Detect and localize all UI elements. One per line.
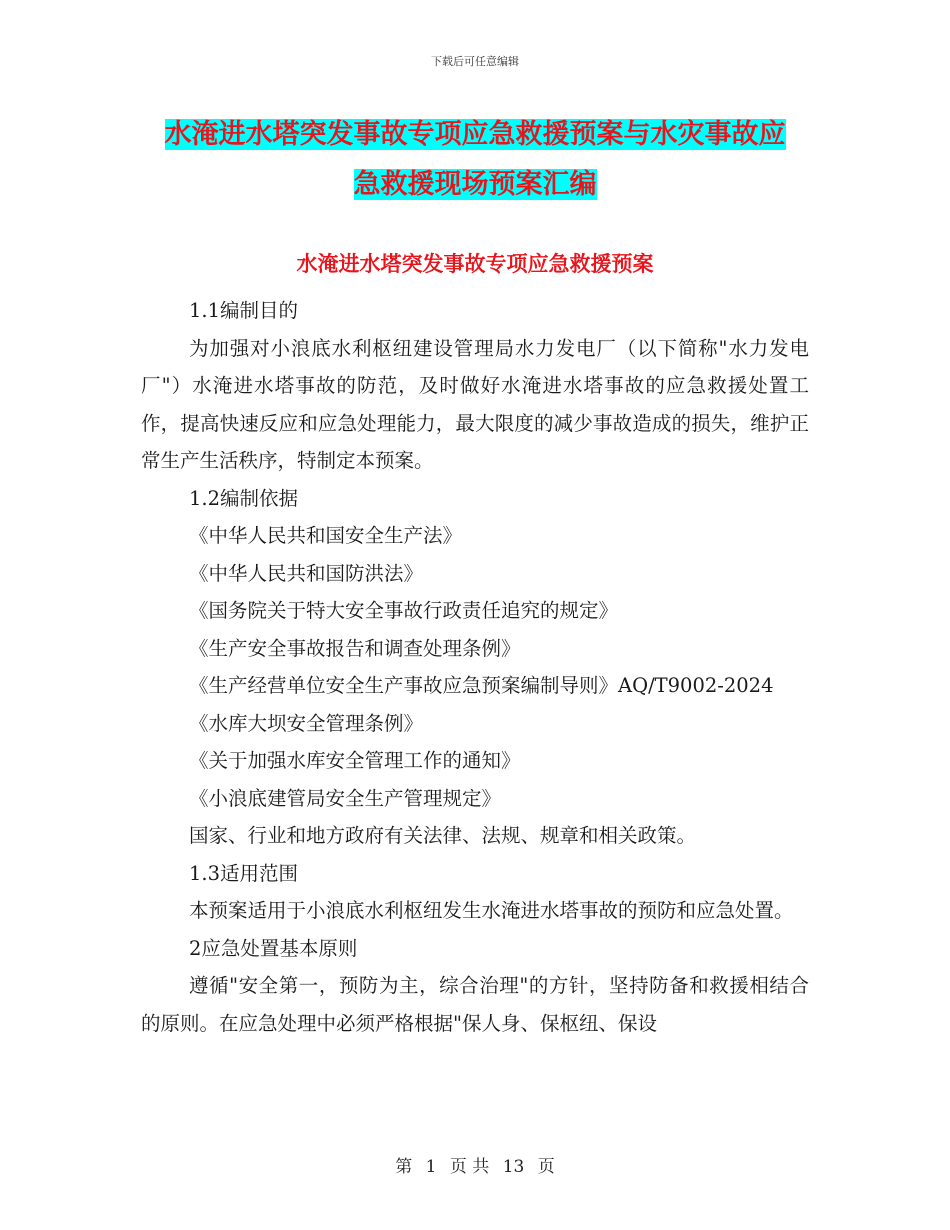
footer-prefix: 第 bbox=[395, 1157, 413, 1177]
reference-item: 《中华人民共和国安全生产法》 bbox=[189, 524, 463, 547]
footer-current-page: 1 bbox=[425, 1157, 437, 1177]
reference-item: 《水库大坝安全管理条例》 bbox=[189, 711, 424, 735]
reference-item: 《生产安全事故报告和调查处理条例》 bbox=[189, 636, 521, 660]
reference-item: 《中华人民共和国防洪法》 bbox=[189, 561, 424, 585]
document-body bbox=[141, 292, 809, 1042]
header-note: 下载后可任意编辑 bbox=[431, 55, 519, 68]
document-title bbox=[140, 110, 810, 210]
document-title-line-1: 水淹进水塔突发事故专项应急救援预案与水灾事故应 bbox=[164, 119, 786, 150]
heading-1-1: 1.1编制目的 bbox=[189, 299, 299, 322]
page-footer bbox=[0, 1152, 950, 1177]
reference-item: 《小浪底建管局安全生产管理规定》 bbox=[189, 786, 502, 810]
reference-item: 《生产经营单位安全生产事故应急预案编制导则》AQ/T9002-2024 bbox=[189, 674, 774, 697]
document-title-line-2: 急救援现场预案汇编 bbox=[353, 169, 597, 200]
heading-1-3: 1.3适用范围 bbox=[189, 861, 299, 885]
section-title: 水淹进水塔突发事故专项应急救援预案 bbox=[296, 252, 654, 276]
heading-1-2: 1.2编制依据 bbox=[189, 486, 299, 510]
heading-2: 2应急处置基本原则 bbox=[189, 936, 358, 960]
paragraph-scope: 本预案适用于小浪底水利枢纽发生水淹进水塔事故的预防和应急处置。 bbox=[189, 899, 794, 922]
paragraph-purpose: 为加强对小浪底水利枢纽建设管理局水力发电厂（以下简称"水力发电厂"）水淹进水塔事故的防范，及时做好水淹进水塔事故的应急救援处置工作，提高快速反应和应急处理能力，最大限度的减少事故造成的损失，维护正常生产生活秩序，特制定本预案。 bbox=[141, 336, 809, 472]
reference-item: 国家、行业和地方政府有关法律、法规、规章和相关政策。 bbox=[189, 824, 697, 847]
reference-item: 《国务院关于特大安全事故行政责任追究的规定》 bbox=[189, 599, 619, 622]
footer-suffix: 页 bbox=[537, 1157, 555, 1177]
footer-middle: 页 共 bbox=[449, 1157, 490, 1177]
reference-item: 《关于加强水库安全管理工作的通知》 bbox=[189, 749, 521, 772]
footer-total-pages: 13 bbox=[502, 1157, 525, 1177]
paragraph-principles: 遵循"安全第一，预防为主，综合治理"的方针，坚持防备和救援相结合的原则。在应急处理中必须严格根据"保人身、保枢纽、保设 bbox=[141, 974, 809, 1035]
